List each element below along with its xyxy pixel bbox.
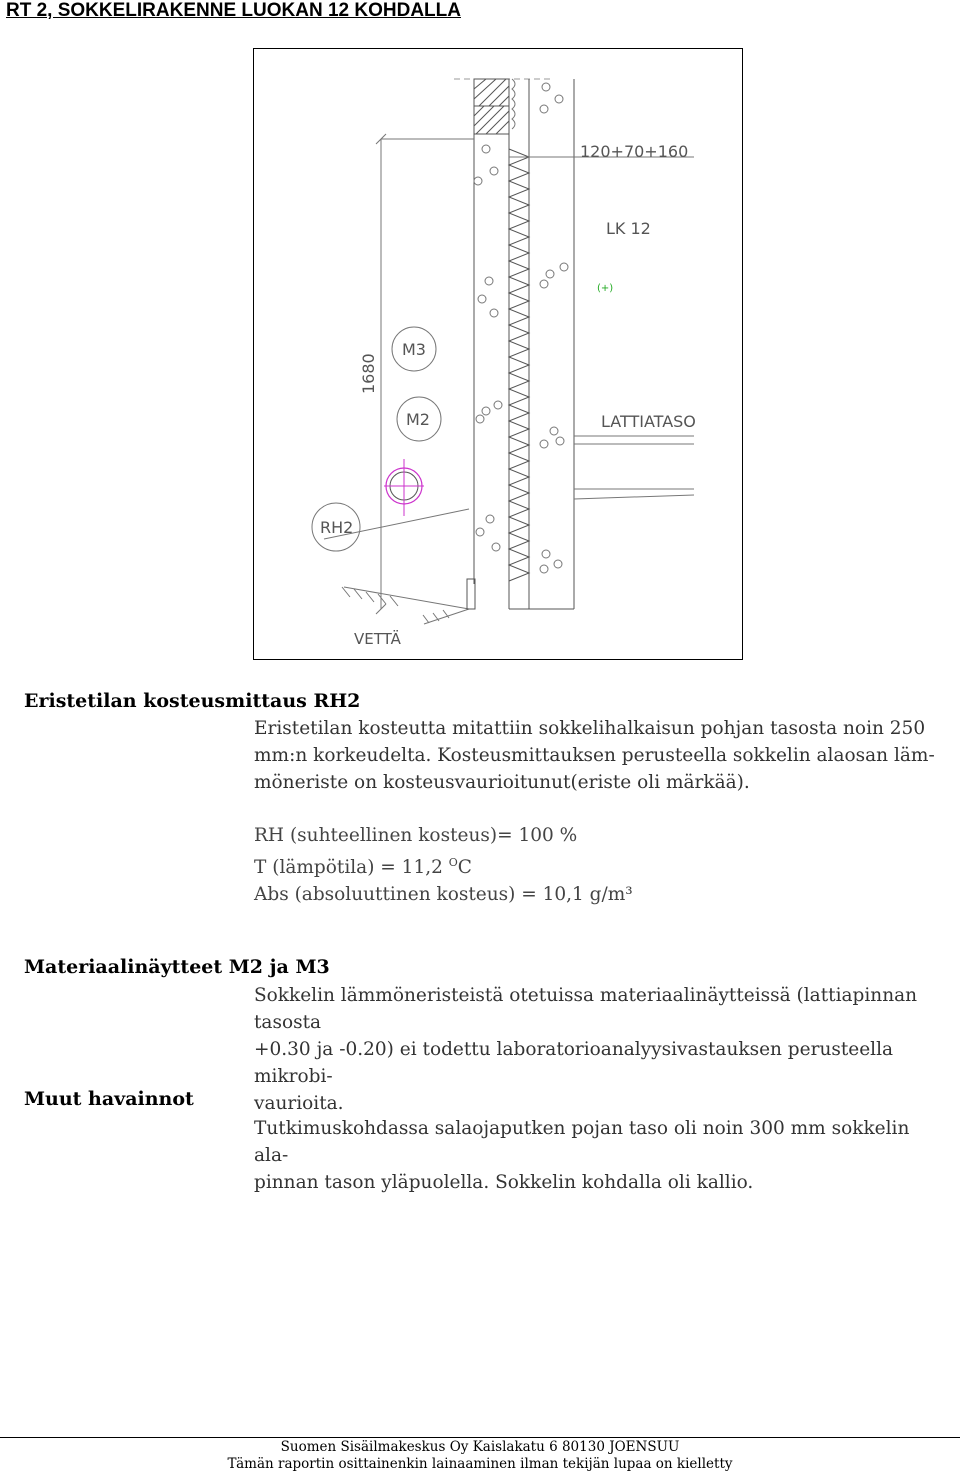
temperature-value: T (lämpötila) = 11,2 $^O$C	[254, 856, 472, 879]
floor-level-label: LATTIATASO	[601, 412, 696, 431]
footer-divider	[0, 1437, 960, 1438]
footer-address: Suomen Sisäilmakeskus Oy Kaislakatu 6 80130 JOENSUU	[280, 1439, 680, 1455]
section-drawing-svg	[254, 49, 744, 661]
other-description: Tutkimuskohdassa salaojaputken pojan taso oli noin 300 mm sokkelin ala- pinnan tason yläpuolella. Sokkelin kohdalla oli kallio.	[254, 1118, 910, 1193]
other-heading: Muut havainnot	[24, 1088, 194, 1110]
samples-description: Sokkelin lämmöneristeistä otetuissa materiaalinäytteissä (lattiapinnan tasosta +0.30 ja -0.20) ei todettu laboratorioanalyysivastauksen perusteella mikrobi- vaurioita.	[254, 985, 918, 1114]
footer-copyright: Tämän raportin osittainenkin lainaaminen ilman tekijän lupaa on kielletty	[227, 1456, 733, 1472]
rh2-description: Eristetilan kosteutta mitattiin sokkelihalkaisun pohjan tasosta noin 250 mm:n korkeudelta. Kosteusmittauksen perusteella sokkelin alaosan läm- möneriste on kosteusvaurioitunut(eriste oli märkää).	[254, 718, 935, 793]
height-label: 1680	[359, 353, 378, 394]
samples-heading: Materiaalinäytteet M2 ja M3	[24, 956, 330, 978]
water-label: VETTÄ	[354, 630, 401, 648]
rh2-label: RH2	[320, 518, 354, 537]
measurement-values	[254, 822, 633, 908]
rh-value: RH (suhteellinen kosteus)= 100 %	[254, 825, 578, 846]
page-title: RT 2, SOKKELIRAKENNE LUOKAN 12 KOHDALLA	[6, 0, 461, 21]
class-label: LK 12	[606, 219, 651, 238]
construction-drawing	[253, 48, 743, 660]
plus-marker: (+)	[597, 283, 614, 294]
sample-m3-label: M3	[402, 340, 426, 359]
rh2-heading: Eristetilan kosteusmittaus RH2	[24, 690, 361, 712]
sample-m2-label: M2	[406, 410, 430, 429]
dimension-label: 120+70+160	[580, 142, 689, 161]
brick-hatch	[474, 79, 509, 134]
abs-humidity-value: Abs (absoluuttinen kosteus) = 10,1 g/m³	[254, 884, 633, 906]
